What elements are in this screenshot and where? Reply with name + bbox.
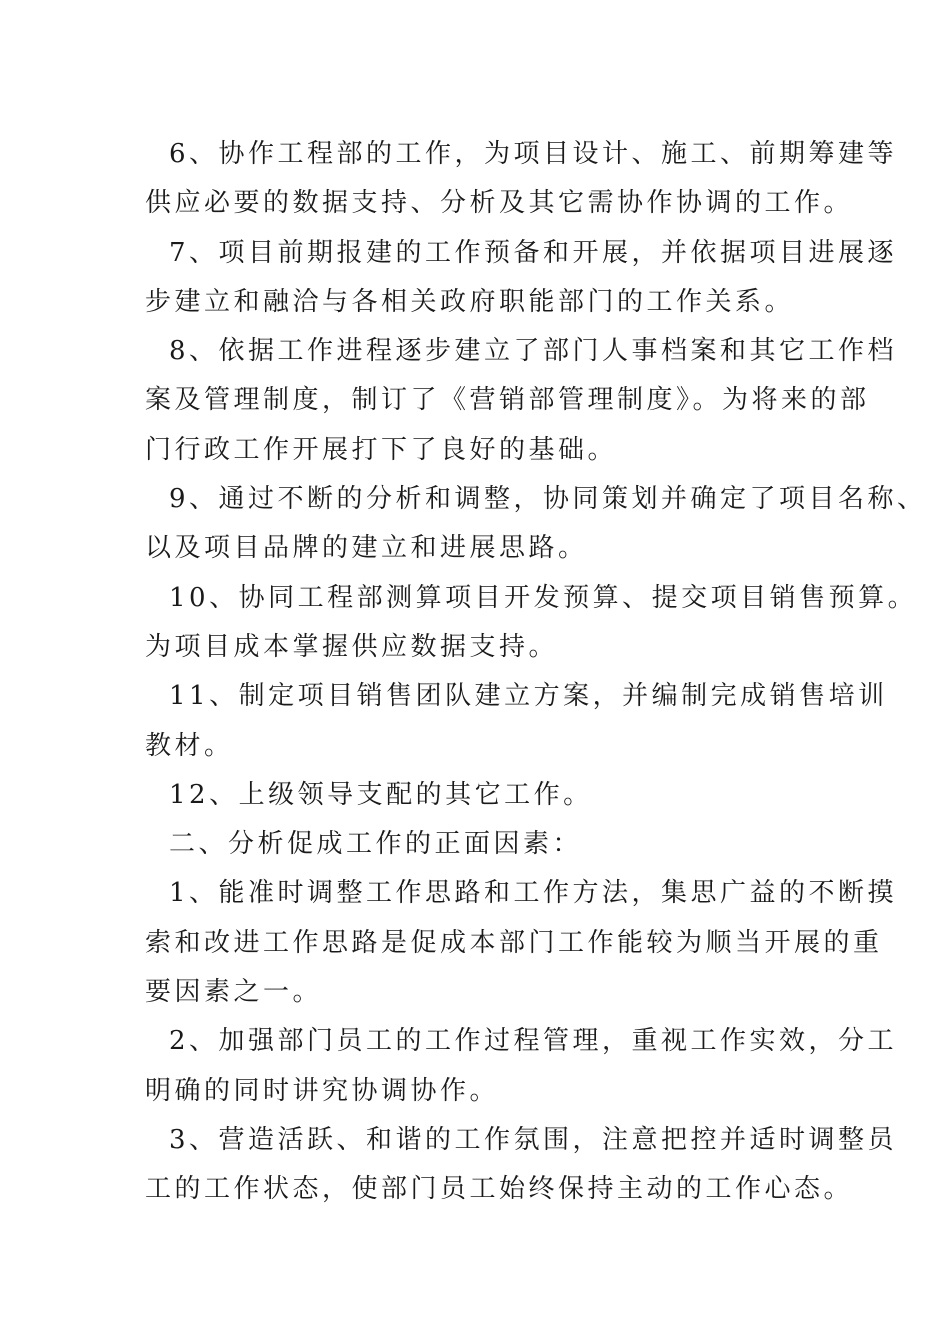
paragraph-item-10 <box>145 574 918 673</box>
section-heading-text: 二、分析促成工作的正面因素： <box>169 829 583 860</box>
paragraph-line: 10、协同工程部测算项目开发预算、提交项目销售预算。 <box>169 582 918 613</box>
paragraph-item-11 <box>145 672 888 771</box>
factor-item-2 <box>145 1017 898 1116</box>
paragraph-line: 供应必要的数据支持、分析及其它需协作协调的工作。 <box>145 188 854 219</box>
paragraph-item-7 <box>145 229 898 328</box>
paragraph-line: 为项目成本掌握供应数据支持。 <box>145 631 559 662</box>
paragraph-line: 3、营造活跃、和谐的工作氛围，注意把控并适时调整员 <box>169 1124 898 1155</box>
paragraph-item-6 <box>145 130 898 229</box>
paragraph-line: 索和改进工作思路是促成本部门工作能较为顺当开展的重 <box>145 927 883 958</box>
paragraph-line: 案及管理制度，制订了《营销部管理制度》。为将来的部 <box>145 385 870 416</box>
document-body <box>145 130 927 1215</box>
paragraph-line: 要因素之一。 <box>145 977 323 1008</box>
paragraph-line: 2、加强部门员工的工作过程管理，重视工作实效，分工 <box>169 1026 898 1057</box>
paragraph-line: 工的工作状态，使部门员工始终保持主动的工作心态。 <box>145 1174 854 1205</box>
section-heading <box>145 820 835 869</box>
paragraph-line: 6、协作工程部的工作，为项目设计、施工、前期筹建等 <box>169 139 898 169</box>
factor-item-1 <box>145 869 898 1017</box>
paragraph-line: 步建立和融洽与各相关政府职能部门的工作关系。 <box>145 286 795 317</box>
paragraph-item-12 <box>145 771 835 820</box>
paragraph-line: 教材。 <box>145 730 234 761</box>
paragraph-line: 11、制定项目销售团队建立方案，并编制完成销售培训 <box>169 681 888 712</box>
paragraph-line: 明确的同时讲究协调协作。 <box>145 1075 500 1106</box>
paragraph-line: 以及项目品牌的建立和进展思路。 <box>145 533 588 564</box>
paragraph-item-8 <box>145 327 898 475</box>
paragraph-line: 门行政工作开展打下了良好的基础。 <box>145 434 618 465</box>
factor-item-3 <box>145 1116 898 1215</box>
paragraph-line: 12、上级领导支配的其它工作。 <box>169 779 593 810</box>
paragraph-line: 7、项目前期报建的工作预备和开展，并依据项目进展逐 <box>169 237 898 268</box>
paragraph-line: 1、能准时调整工作思路和工作方法，集思广益的不断摸 <box>169 878 898 909</box>
paragraph-line: 9、通过不断的分析和调整，协同策划并确定了项目名称、 <box>169 484 927 515</box>
paragraph-line: 8、依据工作进程逐步建立了部门人事档案和其它工作档 <box>169 336 898 367</box>
paragraph-item-9 <box>145 475 927 574</box>
